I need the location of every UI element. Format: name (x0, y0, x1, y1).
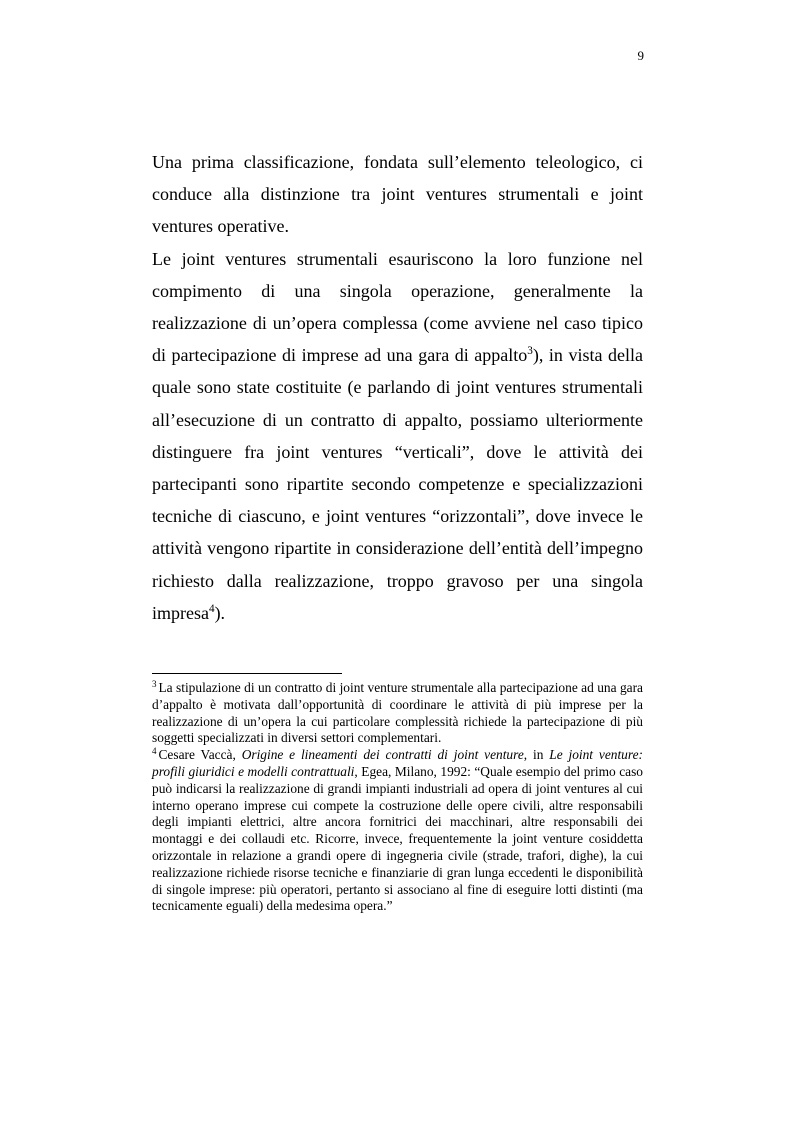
footnote-ref-3[interactable]: 3 (527, 345, 533, 358)
paragraph-2-text-b: ), in vista della quale sono state costituite (e parlando di joint ventures strumentali all’esecuzione di un contratto di appalto, possiamo ulteriormente distinguere fra joint ventures “verticali”, dove le attività dei partecipanti sono ripartite secondo competenze e specializzazioni tecniche di ciascuno, e joint ventures “orizzontali”, dove invece le attività vengono ripartite in considerazione dell’entità dell’impegno richiesto dalla realizzazione, troppo gravoso per una singola impresa (152, 345, 643, 623)
paragraph-1: Una prima classificazione, fondata sull’elemento teleologico, ci conduce alla distinzione tra joint ventures strumentali e joint ventures operative. (152, 152, 643, 237)
page-number: 9 (637, 48, 644, 63)
body-text (152, 146, 643, 629)
footnote-4-title: Origine e lineamenti dei contratti di joint venture (241, 747, 524, 763)
paragraph-2-text-c: ). (214, 602, 226, 623)
paragraph-2 (152, 243, 643, 629)
footnote-3-text: La stipulazione di un contratto di joint venture strumentale alla partecipazione ad una gara d’appalto è motivata dall’opportunità di coordinare le attività di più imprese per la realizzazione di un’opera la cui particolare complessità richiede la partecipazione di più soggetti specializzati in diversi settori complementari. (152, 680, 643, 746)
footnote-4 (152, 747, 643, 915)
footnote-4-text: , Egea, Milano, 1992: “Quale esempio del primo caso può indicarsi la realizzazione di grandi impianti industriali ad opera di joint ventures al cui interno operano imprese cui compete la costruzione delle opere civili, altre responsabili degli impianti elettrici, altre ancora fornitrici dei macchinari, altre responsabili dei montaggi e dei collaudi etc. Ricorre, invece, frequentemente la joint venture cosiddetta orizzontale in relazione a grandi opere di ingegneria civile (strade, trafori, dighe), la cui realizzazione richiede risorse tecniche e finanziarie di gran lunga eccedenti le disponibilità di singole imprese: più operatori, pertanto si associano al fine di eseguire lotti distinti (ma tecnicamente eguali) della medesima opera.” (152, 763, 644, 914)
footnotes (152, 680, 643, 915)
footnote-4-author: Cesare Vaccà, (158, 747, 242, 763)
footnote-ref-4[interactable]: 4 (208, 602, 215, 615)
footnote-4-number: 4 (152, 745, 157, 756)
footnote-3 (152, 680, 643, 747)
footnote-separator (152, 673, 342, 674)
paragraph-2-text-a: Le joint ventures strumentali esauriscono la loro funzione nel compimento di una singola operazione, generalmente la realizzazione di un’opera complessa (come avviene nel caso tipico di partecipazione di imprese ad una gara di appalto (152, 248, 643, 366)
footnote-3-number: 3 (152, 678, 157, 689)
footnote-4-book: Le joint venture: profili giuridici e modelli contrattuali (152, 747, 643, 779)
footnote-4-in: , in (523, 747, 550, 763)
